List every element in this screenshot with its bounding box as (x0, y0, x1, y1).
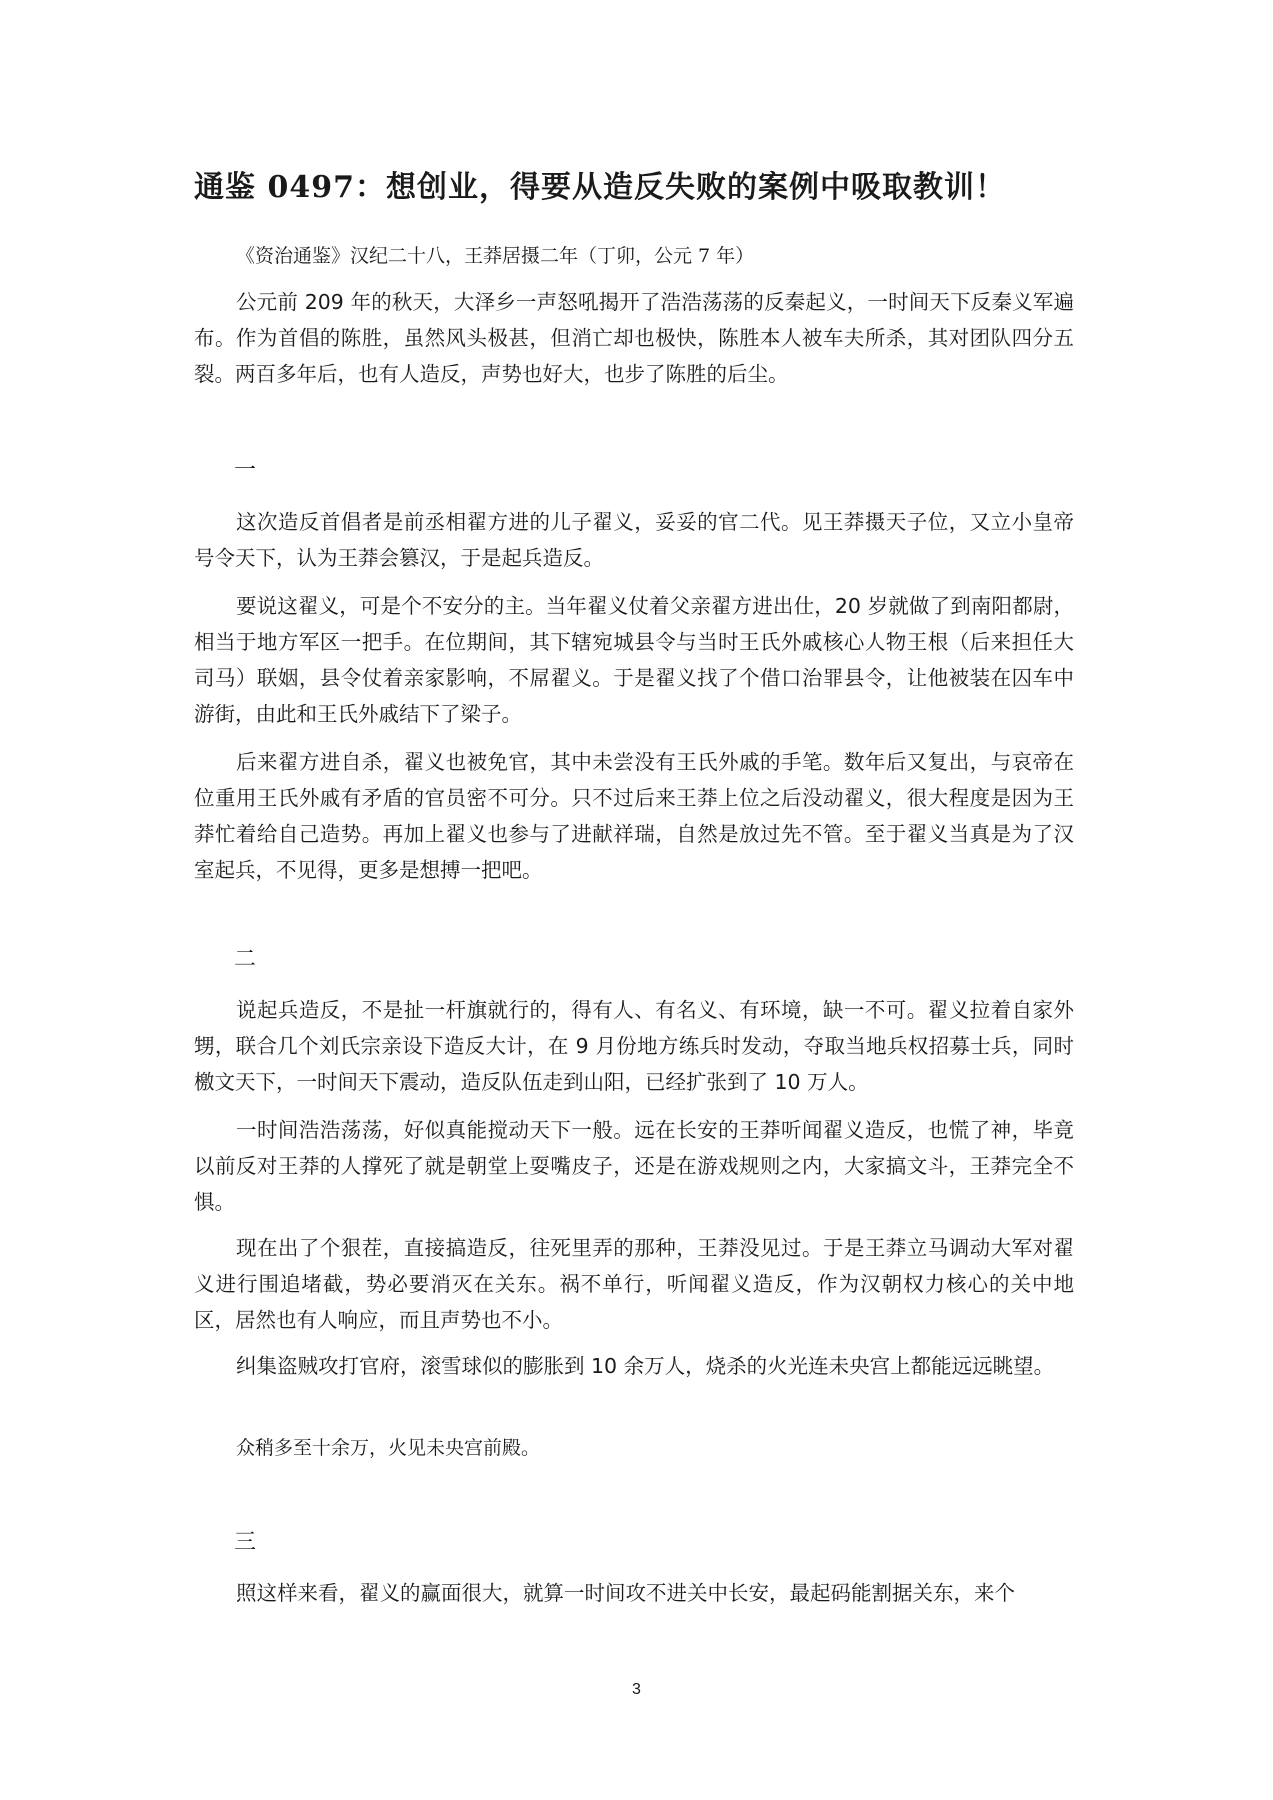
section-heading-1: 一 (234, 458, 257, 483)
section2-paragraph-3: 现在出了个狠茬，直接搞造反，往死里弄的那种，王莽没见过。于是王莽立马调动大军对翟义进行围追堵截，势必要消灭在关东。祸不单行，听闻翟义造反，作为汉朝权力核心的关中地区，居然也有人响应，而且声势也不小。 (194, 1236, 1074, 1332)
section1-paragraph-2: 要说这翟义，可是个不安分的主。当年翟义仗着父亲翟方进出仕，20 岁就做了到南阳都尉，相当于地方军区一把手。在位期间，其下辖宛城县令与当时王氏外戚核心人物王根（后来担任大司马）联姻，县令仗着亲家影响，不屌翟义。于是翟义找了个借口治罪县令，让他被装在囚车中游街，由此和王氏外戚结下了梁子。 (194, 594, 1074, 726)
section2-quote: 众稍多至十余万，火见未央宫前殿。 (236, 1437, 541, 1459)
section-heading-3: 三 (234, 1530, 257, 1555)
source-line: 《资治通鉴》汉纪二十八，王莽居摄二年（丁卯，公元 7 年） (236, 245, 755, 267)
intro-paragraph: 公元前 209 年的秋天，大泽乡一声怒吼揭开了浩浩荡荡的反秦起义，一时间天下反秦义军遍布。作为首倡的陈胜，虽然风头极甚，但消亡却也极快，陈胜本人被车夫所杀，其对团队四分五裂。两百多年后，也有人造反，声势也好大，也步了陈胜的后尘。 (194, 290, 1074, 386)
section1-paragraph-3: 后来翟方进自杀，翟义也被免官，其中未尝没有王氏外戚的手笔。数年后又复出，与哀帝在位重用王氏外戚有矛盾的官员密不可分。只不过后来王莽上位之后没动翟义，很大程度是因为王莽忙着给自己造势。再加上翟义也参与了进献祥瑞，自然是放过先不管。至于翟义当真是为了汉室起兵，不见得，更多是想搏一把吧。 (194, 750, 1074, 882)
section2-paragraph-4: 纠集盗贼攻打官府，滚雪球似的膨胀到 10 余万人，烧杀的火光连未央宫上都能远远眺望。 (236, 1354, 1055, 1378)
section1-paragraph-1: 这次造反首倡者是前丞相翟方进的儿子翟义，妥妥的官二代。见王莽摄天子位，又立小皇帝号令天下，认为王莽会篡汉，于是起兵造反。 (194, 510, 1074, 570)
section2-paragraph-2: 一时间浩浩荡荡，好似真能搅动天下一般。远在长安的王莽听闻翟义造反，也慌了神，毕竟以前反对王莽的人撑死了就是朝堂上耍嘴皮子，还是在游戏规则之内，大家搞文斗，王莽完全不惧。 (194, 1118, 1074, 1214)
section-heading-2: 二 (234, 947, 257, 972)
article-title: 通鉴 0497：想创业，得要从造反失败的案例中吸取教训！ (194, 170, 1006, 205)
page-number: 3 (632, 1681, 641, 1698)
section2-paragraph-1: 说起兵造反，不是扯一杆旗就行的，得有人、有名义、有环境，缺一不可。翟义拉着自家外甥，联合几个刘氏宗亲设下造反大计，在 9 月份地方练兵时发动，夺取当地兵权招募士兵，同时檄文天下，一时间天下震动，造反队伍走到山阳，已经扩张到了 10 万人。 (194, 998, 1074, 1094)
section3-paragraph-1: 照这样来看，翟义的赢面很大，就算一时间攻不进关中长安，最起码能割据关东，来个 (236, 1581, 1015, 1605)
